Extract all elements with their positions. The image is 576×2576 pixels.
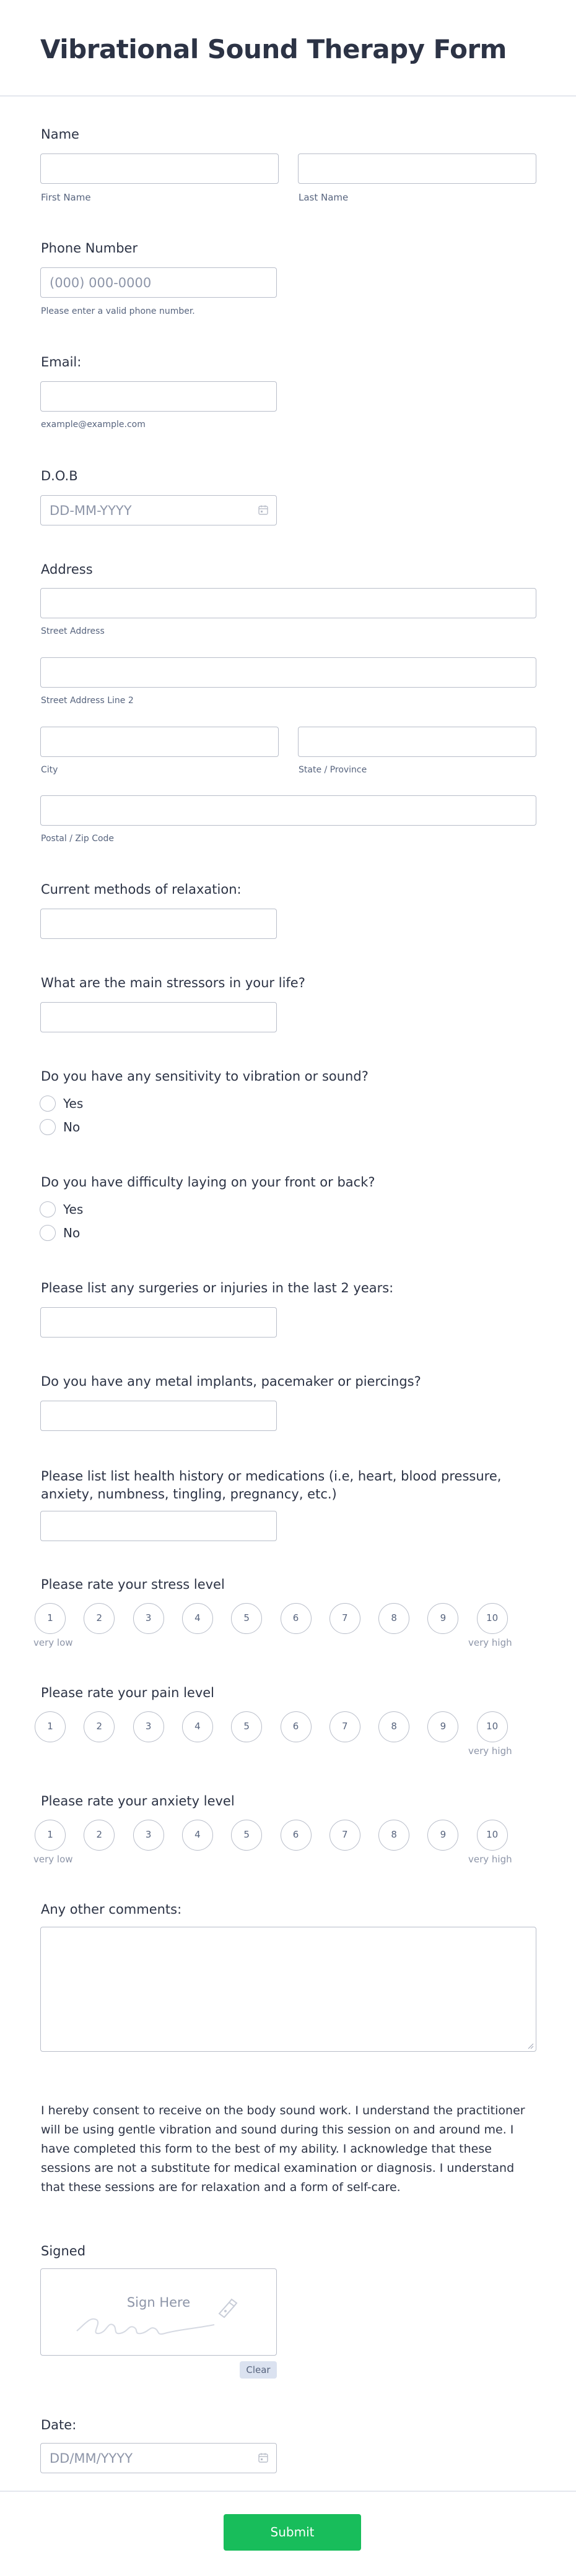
rating-option-5[interactable]: 5 [231, 1711, 262, 1742]
date-placeholder: DD/MM/YYYY [50, 2451, 133, 2466]
first-name-sublabel: First Name [41, 192, 91, 203]
anxiety-scale-low: very low [33, 1854, 73, 1865]
radio-label: Yes [63, 1096, 84, 1111]
implants-label: Do you have any metal implants, pacemaker or piercings? [41, 1374, 421, 1389]
rating-option-2[interactable]: 2 [84, 1820, 115, 1851]
calendar-icon[interactable] [258, 504, 269, 516]
rating-option-9[interactable]: 9 [427, 1711, 458, 1742]
rating-option-2[interactable]: 2 [84, 1603, 115, 1634]
rating-option-7[interactable]: 7 [329, 1711, 360, 1742]
sensitivity-label: Do you have any sensitivity to vibration or sound? [41, 1069, 369, 1084]
radio-label: No [63, 1225, 81, 1240]
surgeries-input[interactable] [40, 1307, 277, 1338]
form-header [0, 0, 576, 97]
postal-code-sublabel: Postal / Zip Code [41, 834, 115, 844]
comments-label: Any other comments: [41, 1902, 182, 1917]
state-sublabel: State / Province [299, 765, 367, 775]
rating-option-10[interactable]: 10 [477, 1603, 508, 1634]
signature-placeholder: Sign Here [126, 2295, 191, 2310]
postal-code-input[interactable] [40, 795, 536, 826]
health-label: Please list list health history or medications (i.e, heart, blood pressure, anxiety, numbness, tingling, pregnancy, etc.) [41, 1469, 502, 1502]
phone-hint: Please enter a valid phone number. [41, 306, 195, 316]
rating-option-6[interactable]: 6 [281, 1820, 312, 1851]
rating-option-10[interactable]: 10 [477, 1711, 508, 1742]
rating-option-8[interactable]: 8 [378, 1820, 409, 1851]
rating-option-4[interactable]: 4 [182, 1603, 213, 1634]
stressors-label: What are the main stressors in your life? [41, 975, 305, 990]
last-name-sublabel: Last Name [299, 192, 349, 203]
email-label: Email: [41, 355, 82, 370]
city-input[interactable] [40, 727, 279, 757]
surgeries-label: Please list any surgeries or injuries in the last 2 years: [41, 1281, 394, 1295]
resize-grip-icon[interactable] [526, 2042, 534, 2049]
pain-scale-label: Please rate your pain level [41, 1685, 215, 1700]
stressors-input[interactable] [40, 1002, 277, 1032]
health-input[interactable] [40, 1511, 277, 1541]
relaxation-input[interactable] [40, 909, 277, 939]
stress-rating-scale [0, 1603, 576, 1634]
rating-option-6[interactable]: 6 [281, 1711, 312, 1742]
dob-label: D.O.B [41, 469, 78, 483]
clear-signature-button[interactable]: Clear [240, 2361, 277, 2379]
street-address-input[interactable] [40, 588, 536, 618]
anxiety-scale-high: very high [468, 1854, 512, 1865]
date-input[interactable] [40, 2443, 277, 2473]
relaxation-label: Current methods of relaxation: [41, 882, 242, 897]
comments-textarea[interactable] [40, 1927, 536, 2052]
dob-placeholder: DD-MM-YYYY [50, 503, 132, 518]
rating-option-1[interactable]: 1 [35, 1603, 66, 1634]
pain-scale-high: very high [468, 1745, 512, 1757]
radio-button[interactable] [40, 1201, 56, 1217]
rating-option-3[interactable]: 3 [133, 1711, 164, 1742]
rating-option-10[interactable]: 10 [477, 1820, 508, 1851]
rating-option-4[interactable]: 4 [182, 1820, 213, 1851]
phone-input[interactable] [40, 267, 277, 298]
laying-label: Do you have difficulty laying on your front or back? [41, 1175, 375, 1190]
rating-option-8[interactable]: 8 [378, 1711, 409, 1742]
name-label: Name [41, 127, 79, 142]
stress-scale-low: very low [33, 1637, 73, 1648]
rating-option-1[interactable]: 1 [35, 1711, 66, 1742]
rating-option-3[interactable]: 3 [133, 1603, 164, 1634]
address-label: Address [41, 562, 93, 577]
consent-text: I hereby consent to receive on the body sound work. I understand the practitioner will be using gentle vibration and sound during this session on and around me. I have completed this form to the best of my ability. I acknowledge that these sessions are not a substitute for medical examination or diagnosis. I understand that these sessions are for relaxation and a form of self-care. [41, 2104, 525, 2194]
state-input[interactable] [298, 727, 536, 757]
rating-option-8[interactable]: 8 [378, 1603, 409, 1634]
email-input[interactable] [40, 381, 277, 412]
rating-option-5[interactable]: 5 [231, 1603, 262, 1634]
phone-label: Phone Number [41, 241, 138, 256]
radio-button[interactable] [40, 1225, 56, 1241]
implants-input[interactable] [40, 1401, 277, 1431]
phone-placeholder: (000) 000-0000 [50, 275, 152, 290]
rating-option-9[interactable]: 9 [427, 1820, 458, 1851]
pen-icon [216, 2297, 240, 2319]
anxiety-scale-label: Please rate your anxiety level [41, 1794, 235, 1809]
pain-rating-scale [0, 1711, 576, 1742]
city-sublabel: City [41, 765, 58, 775]
first-name-input[interactable] [40, 153, 279, 184]
anxiety-rating-scale [0, 1820, 576, 1851]
last-name-input[interactable] [298, 153, 536, 184]
radio-button[interactable] [40, 1096, 56, 1112]
email-hint: example@example.com [41, 420, 146, 430]
rating-option-9[interactable]: 9 [427, 1603, 458, 1634]
rating-option-3[interactable]: 3 [133, 1820, 164, 1851]
radio-label: Yes [63, 1202, 84, 1217]
rating-option-5[interactable]: 5 [231, 1820, 262, 1851]
signature-label: Signed [41, 2244, 86, 2258]
dob-input[interactable] [40, 495, 277, 525]
submit-button[interactable]: Submit [224, 2514, 361, 2551]
rating-option-2[interactable]: 2 [84, 1711, 115, 1742]
street-address-sublabel: Street Address [41, 626, 105, 636]
form-title: Vibrational Sound Therapy Form [40, 34, 507, 64]
radio-label: No [63, 1120, 81, 1135]
date-label: Date: [41, 2418, 77, 2432]
rating-option-1[interactable]: 1 [35, 1820, 66, 1851]
stress-scale-high: very high [468, 1637, 512, 1648]
rating-option-4[interactable]: 4 [182, 1711, 213, 1742]
stress-scale-label: Please rate your stress level [41, 1577, 225, 1592]
signature-pad[interactable] [40, 2268, 277, 2356]
calendar-icon[interactable] [258, 2452, 269, 2463]
street-address-line2-sublabel: Street Address Line 2 [41, 696, 134, 706]
rating-option-7[interactable]: 7 [329, 1603, 360, 1634]
rating-option-7[interactable]: 7 [329, 1820, 360, 1851]
rating-option-6[interactable]: 6 [281, 1603, 312, 1634]
radio-button[interactable] [40, 1119, 56, 1135]
street-address-line2-input[interactable] [40, 657, 536, 688]
